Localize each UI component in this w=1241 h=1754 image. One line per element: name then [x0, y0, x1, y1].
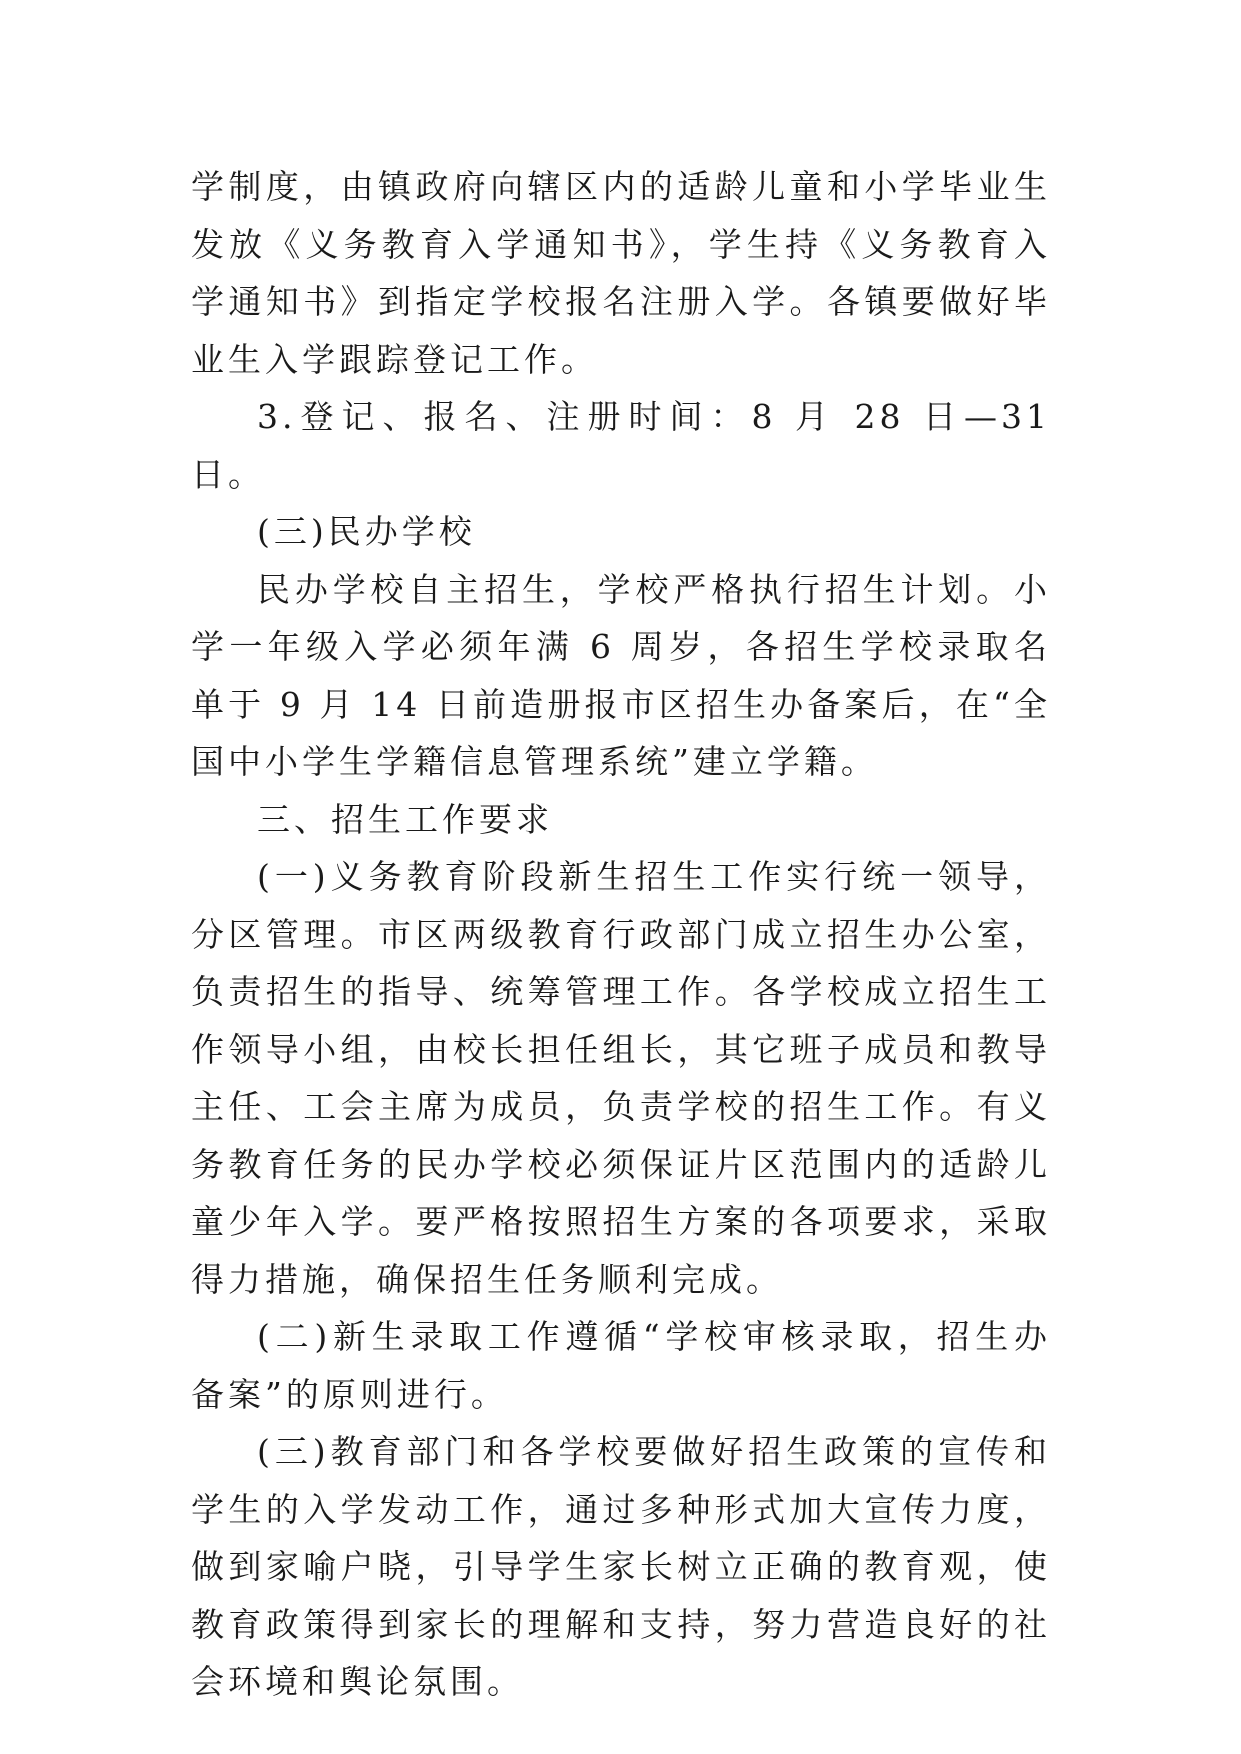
paragraph-registration-time: 3.登记、报名、注册时间：8 月 28 日—31 日。 — [191, 397, 1051, 494]
paragraph-requirement-1: (一)义务教育阶段新生招生工作实行统一领导，分区管理。市区两级教育行政部门成立招生办公室，负责招生的指导、统筹管理工作。各学校成立招生工作领导小组，由校长担任组长，其它班子成员和教导主任、工会主席为成员，负责学校的招生工作。有义务教育任务的民办学校必须保证片区范围内的适龄儿童少年入学。要严格按照招生方案的各项要求，采取得力措施，确保招生任务顺利完成。 — [191, 857, 1051, 1299]
paragraph-requirement-2: (二)新生录取工作遵循“学校审核录取，招生办备案”的原则进行。 — [191, 1317, 1051, 1414]
section-heading-requirements: 三、招生工作要求 — [257, 799, 553, 839]
paragraph-requirement-3: (三)教育部门和各学校要做好招生政策的宣传和学生的入学发动工作，通过多种形式加大宣传力度，做到家喻户晓，引导学生家长树立正确的教育观，使教育政策得到家长的理解和支持，努力营造良好的社会环境和舆论氛围。 — [191, 1432, 1051, 1701]
section-heading-private-schools: (三)民办学校 — [257, 512, 476, 551]
paragraph-enrollment-notice: 学制度，由镇政府向辖区内的适龄儿童和小学毕业生发放《义务教育入学通知书》，学生持《义务教育入学通知书》到指定学校报名注册入学。各镇要做好毕业生入学跟踪登记工作。 — [191, 167, 1051, 379]
paragraph-private-schools: 民办学校自主招生，学校严格执行招生计划。小学一年级入学必须年满 6 周岁，各招生学校录取名单于 9 月 14 日前造册报市区招生办备案后，在“全国中小学生学籍信息管理系统”建立学籍。 — [191, 569, 1051, 781]
document-body — [191, 158, 1051, 1711]
